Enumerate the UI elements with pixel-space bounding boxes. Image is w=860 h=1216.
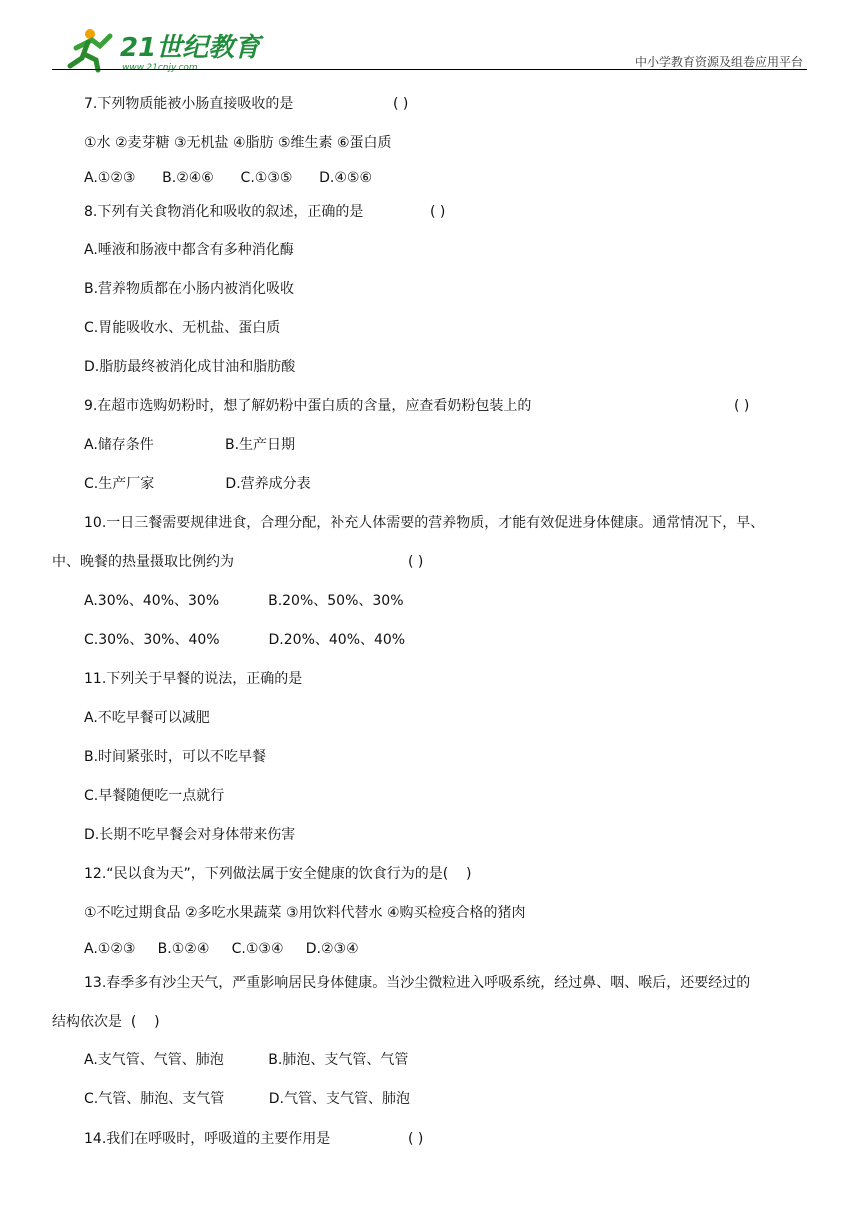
text-line: 10.一日三餐需要规律进食，合理分配，补充人体需要的营养物质，才能有效促进身体健康。通常情况下，早、 bbox=[84, 515, 765, 531]
svg-text:21世纪教育: 21世纪教育 bbox=[120, 33, 261, 63]
answer-bracket: ( ) bbox=[408, 1131, 424, 1147]
text-line: 11.下列关于早餐的说法，正确的是 bbox=[84, 671, 303, 687]
text-line: A.30%、40%、30% B.20%、50%、30% bbox=[84, 593, 404, 609]
text-line: 7.下列物质能被小肠直接吸收的是 bbox=[84, 96, 294, 112]
text-line: A.支气管、气管、肺泡 B.肺泡、支气管、气管 bbox=[84, 1052, 409, 1068]
text-line: C.30%、30%、40% D.20%、40%、40% bbox=[84, 632, 406, 648]
text-line: 8.下列有关食物消化和吸收的叙述，正确的是 bbox=[84, 204, 364, 220]
text-line: A.①②③ B.②④⑥ C.①③⑤ D.④⑤⑥ bbox=[84, 170, 373, 186]
text-line: 结构依次是 ( ) bbox=[52, 1014, 160, 1030]
text-line: A.唾液和肠液中都含有多种消化酶 bbox=[84, 242, 294, 258]
text-line: B.时间紧张时，可以不吃早餐 bbox=[84, 749, 267, 765]
text-line: C.气管、肺泡、支气管 D.气管、支气管、肺泡 bbox=[84, 1091, 410, 1107]
page-header bbox=[52, 22, 807, 72]
text-line: ①不吃过期食品 ②多吃水果蔬菜 ③用饮料代替水 ④购买检疫合格的猪肉 bbox=[84, 905, 526, 921]
header-divider bbox=[52, 69, 807, 70]
text-line: A.不吃早餐可以减肥 bbox=[84, 710, 210, 726]
logo-icon bbox=[62, 26, 261, 73]
text-line: A.储存条件 B.生产日期 bbox=[84, 437, 296, 453]
answer-bracket: ( ) bbox=[430, 204, 446, 220]
svg-text:www.21cnjy.com: www.21cnjy.com bbox=[122, 63, 198, 73]
text-line: C.胃能吸收水、无机盐、蛋白质 bbox=[84, 320, 281, 336]
answer-bracket: ( ) bbox=[734, 398, 750, 414]
text-line: D.脂肪最终被消化成甘油和脂肪酸 bbox=[84, 359, 296, 375]
text-line: D.长期不吃早餐会对身体带来伤害 bbox=[84, 827, 296, 843]
text-line: C.生产厂家 D.营养成分表 bbox=[84, 476, 311, 492]
text-line: 9.在超市选购奶粉时，想了解奶粉中蛋白质的含量，应查看奶粉包装上的 bbox=[84, 398, 532, 414]
text-line: 12.“民以食为天”，下列做法属于安全健康的饮食行为的是( ) bbox=[84, 866, 472, 882]
answer-bracket: ( ) bbox=[393, 96, 409, 112]
platform-name: 中小学教育资源及组卷应用平台 bbox=[634, 55, 803, 69]
answer-bracket: ( ) bbox=[408, 554, 424, 570]
text-line: C.早餐随便吃一点就行 bbox=[84, 788, 225, 804]
text-line: 13.春季多有沙尘天气，严重影响居民身体健康。当沙尘微粒进入呼吸系统，经过鼻、咽、喉后，还要经过的 bbox=[84, 975, 751, 991]
text-line: ①水 ②麦芽糖 ③无机盐 ④脂肪 ⑤维生素 ⑥蛋白质 bbox=[84, 135, 392, 151]
text-line: 14.我们在呼吸时，呼吸道的主要作用是 bbox=[84, 1131, 331, 1147]
text-line: 中、晚餐的热量摄取比例约为 bbox=[52, 554, 234, 570]
text-line: A.①②③ B.①②④ C.①③④ D.②③④ bbox=[84, 941, 359, 957]
text-line: B.营养物质都在小肠内被消化吸收 bbox=[84, 281, 295, 297]
